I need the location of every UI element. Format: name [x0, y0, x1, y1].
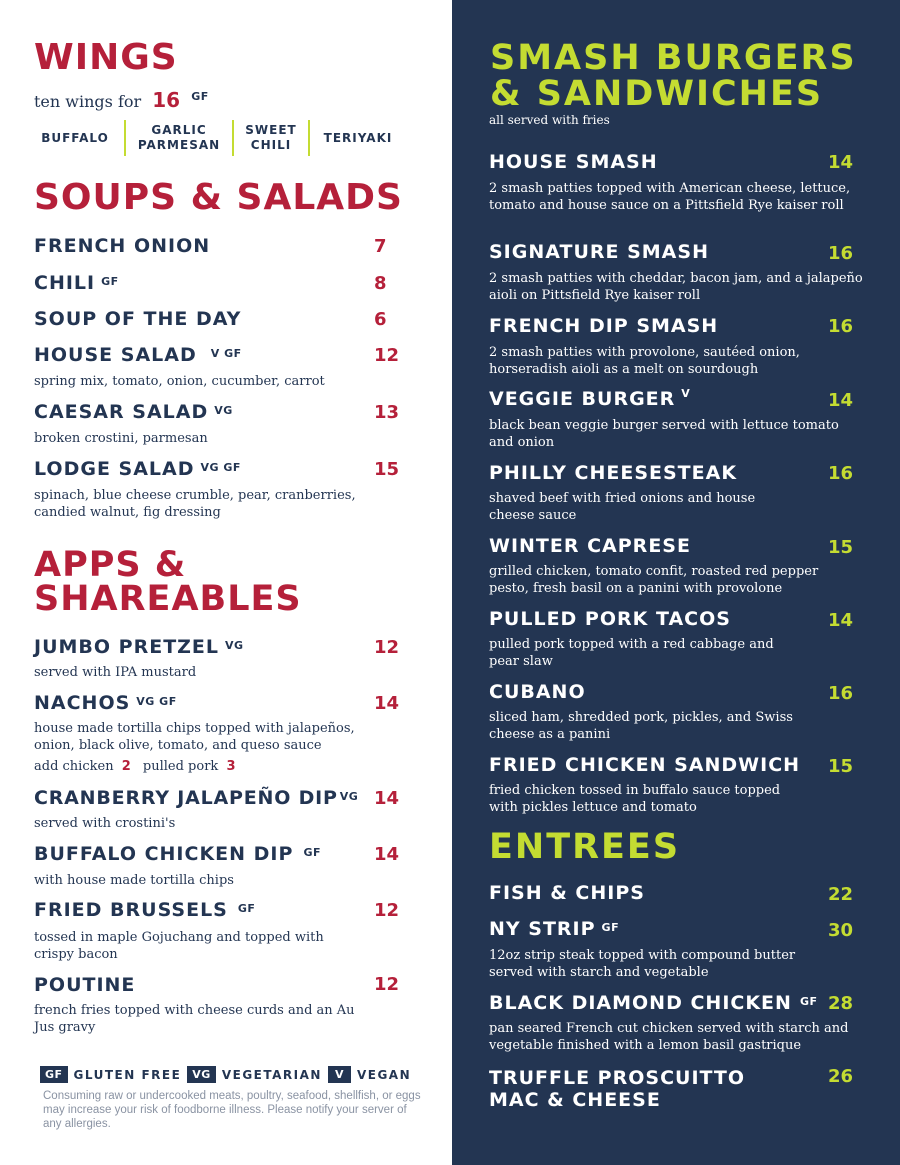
menu-item-name: CHILI $^{GF}$	[34, 272, 119, 294]
menu-item-desc: black bean veggie burger served with lettuce tomato and onion	[489, 418, 839, 450]
menu-item-price: 14	[828, 390, 854, 411]
apps-heading	[34, 545, 302, 619]
allergy-notice: Consuming raw or undercooked meats, poultry, seafood, shellfish, or eggs may increase your risk of foodborne illness. Please notify your server of any allergies.	[43, 1090, 421, 1130]
menu-item-desc: french fries topped with cheese curds and an Au Jus gravy	[34, 1003, 355, 1035]
diet-tag: VG	[214, 404, 233, 417]
menu-item-desc: spring mix, tomato, onion, cucumber, carrot	[34, 374, 325, 389]
menu-item-price: 30	[828, 920, 854, 941]
menu-item-desc: 12oz strip steak topped with compound butter served with starch and vegetable	[489, 948, 796, 980]
menu-item-desc: grilled chicken, tomato confit, roasted red pepper pesto, fresh basil on a panini with provolone	[489, 564, 819, 596]
addon-pork-price: 3	[226, 759, 236, 774]
diet-tag: V GF	[210, 347, 242, 360]
menu-item-price: 15	[374, 459, 400, 480]
menu-item-desc: broken crostini, parmesan	[34, 431, 208, 446]
menu-item-price: 12	[374, 974, 400, 995]
wings-offer	[34, 88, 209, 112]
menu-item-name: CUBANO	[489, 681, 586, 703]
menu-item-price: 28	[828, 993, 854, 1014]
menu-item-desc: house made tortilla chips topped with jalapeños, onion, black olive, tomato, and queso sauce	[34, 721, 355, 753]
menu-item-name: POUTINE	[34, 974, 136, 996]
burgers-heading-line1: SMASH BURGERS	[490, 38, 857, 78]
menu-item-desc: shaved beef with fried onions and house cheese sauce	[489, 491, 756, 523]
menu-item-price: 6	[374, 309, 387, 330]
menu-item-name: BUFFALO CHICKEN DIP $^{GF}$	[34, 843, 321, 865]
menu-item-price: 14	[828, 610, 854, 631]
menu-item-name: WINTER CAPRESE	[489, 535, 691, 557]
menu-item-name: CAESAR SALAD $^{VG}$	[34, 401, 233, 423]
menu-item-name: HOUSE SALAD $^{V GF}$	[34, 344, 242, 366]
diet-tag: VG GF	[136, 695, 177, 708]
legend-gf-label: GLUTEN FREE	[73, 1067, 182, 1082]
menu-item-price: 26	[828, 1066, 854, 1087]
right-column	[452, 0, 900, 1165]
soups-heading: SOUPS & SALADS	[34, 177, 403, 218]
diet-tag: GF	[101, 275, 119, 288]
menu-item-name: PULLED PORK TACOS	[489, 608, 731, 630]
addon-pork-label: pulled pork	[142, 759, 219, 774]
menu-item-price: 12	[374, 345, 400, 366]
menu-item-name: TRUFFLE PROSCUITTO MAC & CHEESE	[489, 1067, 746, 1111]
menu-item-price: 8	[374, 273, 387, 294]
nachos-addons	[34, 758, 235, 775]
diet-tag: GF	[237, 902, 256, 915]
menu-item-name: NACHOS $^{VG GF}$	[34, 692, 177, 714]
menu-item-name: FRENCH DIP SMASH	[489, 315, 719, 337]
menu-item-name: NY STRIP $^{GF}$	[489, 918, 620, 940]
wings-heading: WINGS	[34, 37, 178, 78]
menu-item-name: JUMBO PRETZEL $^{VG}$	[34, 636, 244, 658]
flavor-item: BUFFALO	[41, 130, 109, 145]
menu-item-desc: fried chicken tossed in buffalo sauce topped with pickles lettuce and tomato	[489, 783, 781, 815]
menu-item-name: SIGNATURE SMASH	[489, 241, 709, 263]
menu-item-desc: with house made tortilla chips	[34, 873, 234, 888]
legend-gf-box: GF	[40, 1066, 68, 1083]
menu-item-name: SOUP OF THE DAY	[34, 308, 242, 330]
menu-item-name: VEGGIE BURGER $^V$	[489, 387, 691, 410]
menu-item-desc: served with crostini's	[34, 816, 176, 831]
menu-item-price: 14	[374, 693, 400, 714]
menu-item-desc: 2 smash patties with cheddar, bacon jam, and a jalapeño aioli on Pittsfield Rye kaiser roll	[489, 271, 863, 303]
flavor-divider	[308, 120, 310, 156]
menu-item-price: 16	[828, 683, 854, 704]
diet-tag: VG	[339, 790, 359, 803]
menu-item-name: PHILLY CHEESESTEAK	[489, 462, 738, 484]
menu-item-price: 14	[828, 152, 854, 173]
wings-price: 16	[152, 88, 181, 112]
menu-item-desc: served with IPA mustard	[34, 665, 197, 680]
menu-item-price: 14	[374, 788, 400, 809]
legend-v-box: V	[328, 1066, 351, 1083]
menu-item-price: 15	[828, 537, 854, 558]
menu-item-desc: 2 smash patties topped with American cheese, lettuce, tomato and house sauce on a Pittsfield Rye kaiser roll	[489, 181, 851, 213]
diet-tag: V	[681, 387, 691, 400]
menu-item-price: 14	[374, 844, 400, 865]
menu-item-name: LODGE SALAD $^{VG GF}$	[34, 458, 241, 480]
flavor-divider	[232, 120, 234, 156]
legend-v-label: VEGAN	[356, 1067, 412, 1082]
wings-offer-text: ten wings for	[34, 92, 142, 111]
diet-tag: GF	[799, 995, 818, 1008]
menu-item-desc: pulled pork topped with a red cabbage and pear slaw	[489, 637, 774, 669]
menu-item-price: 13	[374, 402, 400, 423]
menu-item-price: 7	[374, 236, 387, 257]
flavor-item: TERIYAKI	[323, 130, 393, 145]
legend-vg-label: VEGETARIAN	[221, 1067, 322, 1082]
menu-item-desc: pan seared French cut chicken served with starch and vegetable finished with a lemon basil gastrique	[489, 1021, 849, 1053]
menu-item-desc: spinach, blue cheese crumble, pear, cranberries, candied walnut, fig dressing	[34, 488, 356, 520]
burgers-heading-line2: & SANDWICHES	[490, 74, 824, 114]
menu-item-price: 22	[828, 884, 854, 905]
menu-item-desc: sliced ham, shredded pork, pickles, and Swiss cheese as a panini	[489, 710, 793, 742]
burgers-subtitle: all served with fries	[489, 113, 610, 127]
menu-item-name: BLACK DIAMOND CHICKEN $^{GF}$	[489, 992, 818, 1014]
menu-item-name: HOUSE SMASH	[489, 151, 658, 173]
diet-tag: GF	[303, 846, 321, 859]
entrees-heading: ENTREES	[489, 827, 681, 867]
wing-flavors	[34, 120, 404, 156]
diet-legend	[40, 1066, 411, 1083]
flavor-item: GARLIC PARMESAN	[137, 123, 221, 152]
menu-item-price: 12	[374, 900, 400, 921]
legend-vg-box: VG	[187, 1066, 216, 1083]
menu-item-price: 16	[828, 243, 854, 264]
flavor-divider	[124, 120, 126, 156]
addon-chicken-price: 2	[121, 759, 131, 774]
menu-item-name: CRANBERRY JALAPEÑO DIP $^{VG}$	[34, 787, 359, 809]
addon-chicken-label: add chicken	[34, 759, 114, 774]
flavor-item: SWEET CHILI	[245, 123, 297, 152]
menu-item-price: 12	[374, 637, 400, 658]
burgers-heading	[490, 40, 857, 112]
menu-item-desc: tossed in maple Gojuchang and topped with crispy bacon	[34, 930, 324, 962]
menu-item-name: FRIED BRUSSELS $^{GF}$	[34, 899, 256, 921]
apps-heading-line2: SHAREABLES	[34, 579, 302, 619]
diet-tag: VG	[225, 639, 244, 652]
menu-item-price: 16	[828, 463, 854, 484]
wings-tag: GF	[191, 90, 209, 103]
diet-tag: GF	[601, 921, 620, 934]
apps-heading-line1: APPS &	[34, 545, 187, 585]
diet-tag: VG GF	[200, 461, 241, 474]
menu-item-name: FRIED CHICKEN SANDWICH	[489, 754, 801, 776]
menu-item-desc: 2 smash patties with provolone, sautéed onion, horseradish aioli as a melt on sourdough	[489, 345, 800, 377]
menu-item-name: FRENCH ONION	[34, 235, 211, 257]
menu-item-price: 15	[828, 756, 854, 777]
menu-item-name: FISH & CHIPS	[489, 882, 645, 904]
menu-item-price: 16	[828, 316, 854, 337]
